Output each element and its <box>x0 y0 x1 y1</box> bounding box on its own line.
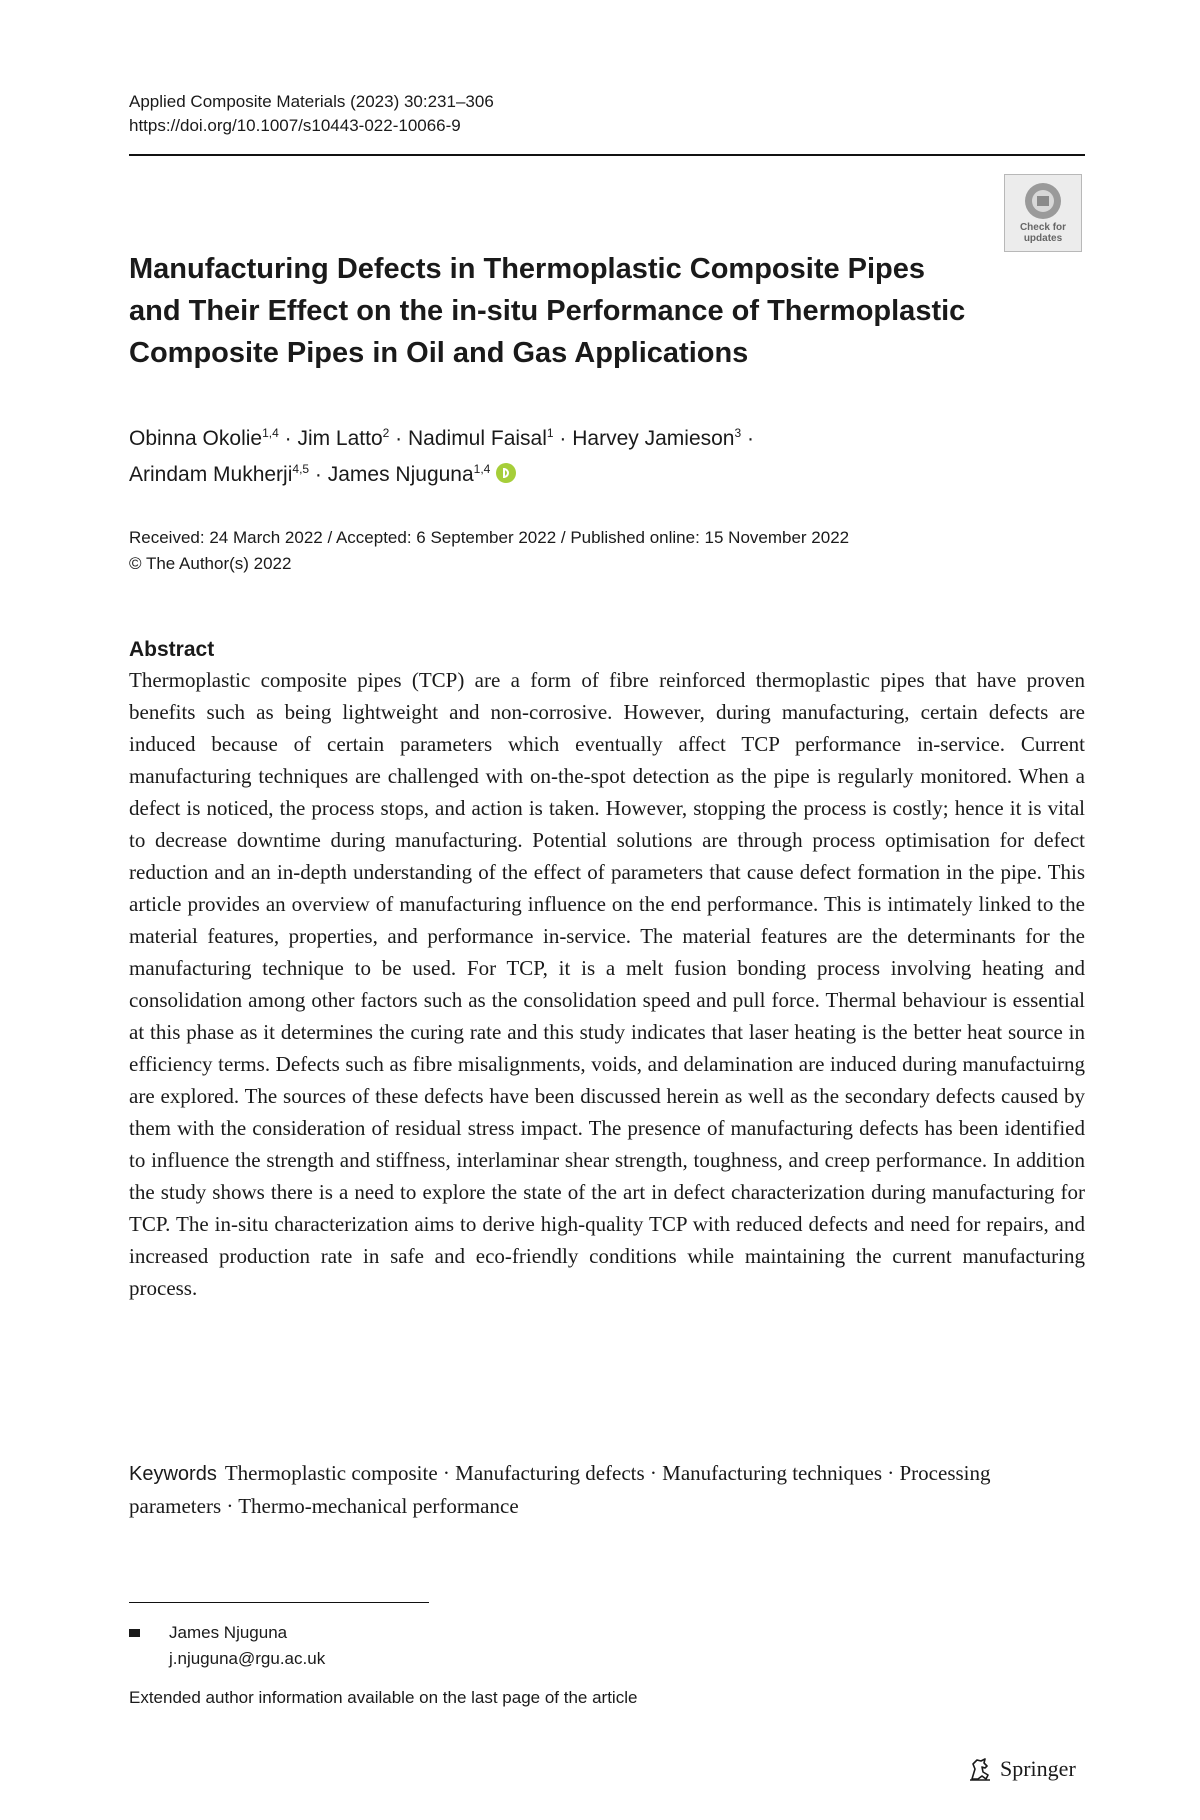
header-rule <box>129 154 1085 156</box>
copyright-notice: © The Author(s) 2022 <box>129 554 292 573</box>
author-separator: · <box>741 427 754 450</box>
author-affiliation: 4,5 <box>292 462 310 476</box>
author-name: James Njuguna <box>327 463 474 486</box>
author-affiliation: 2 <box>382 426 390 440</box>
check-for-updates-label: Check for updates <box>1019 222 1067 244</box>
history-dates: Received: 24 March 2022 / Accepted: 6 September 2022 / Published online: 15 November 2022 <box>129 528 850 547</box>
abstract-heading: Abstract <box>129 638 215 661</box>
author-separator: · <box>389 427 408 450</box>
doi-link[interactable]: https://doi.org/10.1007/s10443-022-10066-9 <box>129 116 461 135</box>
author[interactable] <box>129 463 309 486</box>
author[interactable] <box>408 427 554 450</box>
author-affiliation: 1 <box>546 426 554 440</box>
author-affiliation: 1,4 <box>473 462 491 476</box>
orcid-icon[interactable] <box>496 463 516 483</box>
author-separator: · <box>278 427 298 450</box>
author-name: Harvey Jamieson <box>572 427 735 450</box>
author[interactable] <box>297 427 389 450</box>
corresponding-author-email[interactable]: j.njuguna@rgu.ac.uk <box>169 1649 326 1668</box>
keywords-section <box>129 1457 1085 1522</box>
publisher-logo <box>966 1753 1076 1785</box>
author-affiliation: 3 <box>734 426 742 440</box>
author-name: Arindam Mukherji <box>129 463 293 486</box>
extended-author-info: Extended author information available on the last page of the article <box>129 1688 638 1707</box>
check-for-updates-badge[interactable] <box>1004 174 1082 252</box>
footnote-rule <box>129 1602 429 1603</box>
springer-horse-icon <box>966 1755 994 1783</box>
journal-citation: Applied Composite Materials (2023) 30:231–306 <box>129 92 494 111</box>
author[interactable] <box>572 427 741 450</box>
author-name: Jim Latto <box>297 427 383 450</box>
publisher-name: Springer <box>1000 1756 1076 1781</box>
author[interactable] <box>328 463 491 486</box>
author-name: Obinna Okolie <box>129 427 263 450</box>
author[interactable] <box>129 427 279 450</box>
author-separator: · <box>309 463 328 486</box>
keywords-label: Keywords <box>129 1463 217 1485</box>
corresponding-author-name: James Njuguna <box>169 1623 288 1642</box>
envelope-icon <box>129 1629 140 1637</box>
author-separator: · <box>553 427 573 450</box>
author-affiliation: 1,4 <box>262 426 279 440</box>
header <box>129 90 1085 138</box>
publication-history <box>129 525 1085 577</box>
abstract-text: Thermoplastic composite pipes (TCP) are a form of fibre reinforced thermoplastic pipes that have proven benefits such as being lightweight and non-corrosive. However, during manufacturing, certain defects are induced because of certain parameters which eventually affect TCP performance in-service. Current manufacturing techniques are challenged with on-the-spot detection as the pipe is regularly monitored. When a defect is noticed, the process stops, and action is taken. However, stopping the process is costly; hence it is vital to decrease downtime during manufacturing. Potential solutions are through process optimisation for defect reduction and an in-depth understanding of the effect of parameters that cause defect formation in the pipe. This article provides an overview of manufacturing influence on the end performance. This is intimately linked to the material features, properties, and performance in-service. The material features are the determinants for the manufacturing technique to be used. For TCP, it is a melt fusion bonding process involving heating and consolidation among other factors such as the consolidation speed and pull force. Thermal behaviour is essential at this phase as it determines the curing rate and this study indicates that laser heating is the better heat source in efficiency terms. Defects such as fibre misalignments, voids, and delamination are induced during manufactuirng are explored. The sources of these defects have been discussed herein as well as the secondary defects caused by them with the consideration of residual stress impact. The presence of manufacturing defects has been identified to influence the strength and stiffness, interlaminar shear strength, toughness, and creep performance. In addition the study shows there is a need to explore the state of the art in defect characterization during manufacturing for TCP. The in-situ characterization aims to derive high-quality TCP with reduced defects and need for repairs, and increased production rate in safe and eco-friendly conditions while maintaining the current manufacturing process. <box>129 668 1085 1300</box>
author-list <box>129 418 1029 490</box>
keywords-list: Thermoplastic composite · Manufacturing defects · Manufacturing techniques · Processing parameters · Thermo-mechanical performance <box>129 1461 991 1518</box>
article-title: Manufacturing Defects in Thermoplastic Composite Pipes and Their Effect on the in-situ Performance of Thermoplastic Composite Pipes in Oil and Gas Applications <box>129 253 966 369</box>
corresponding-author <box>129 1620 729 1672</box>
author-name: Nadimul Faisal <box>408 427 547 450</box>
